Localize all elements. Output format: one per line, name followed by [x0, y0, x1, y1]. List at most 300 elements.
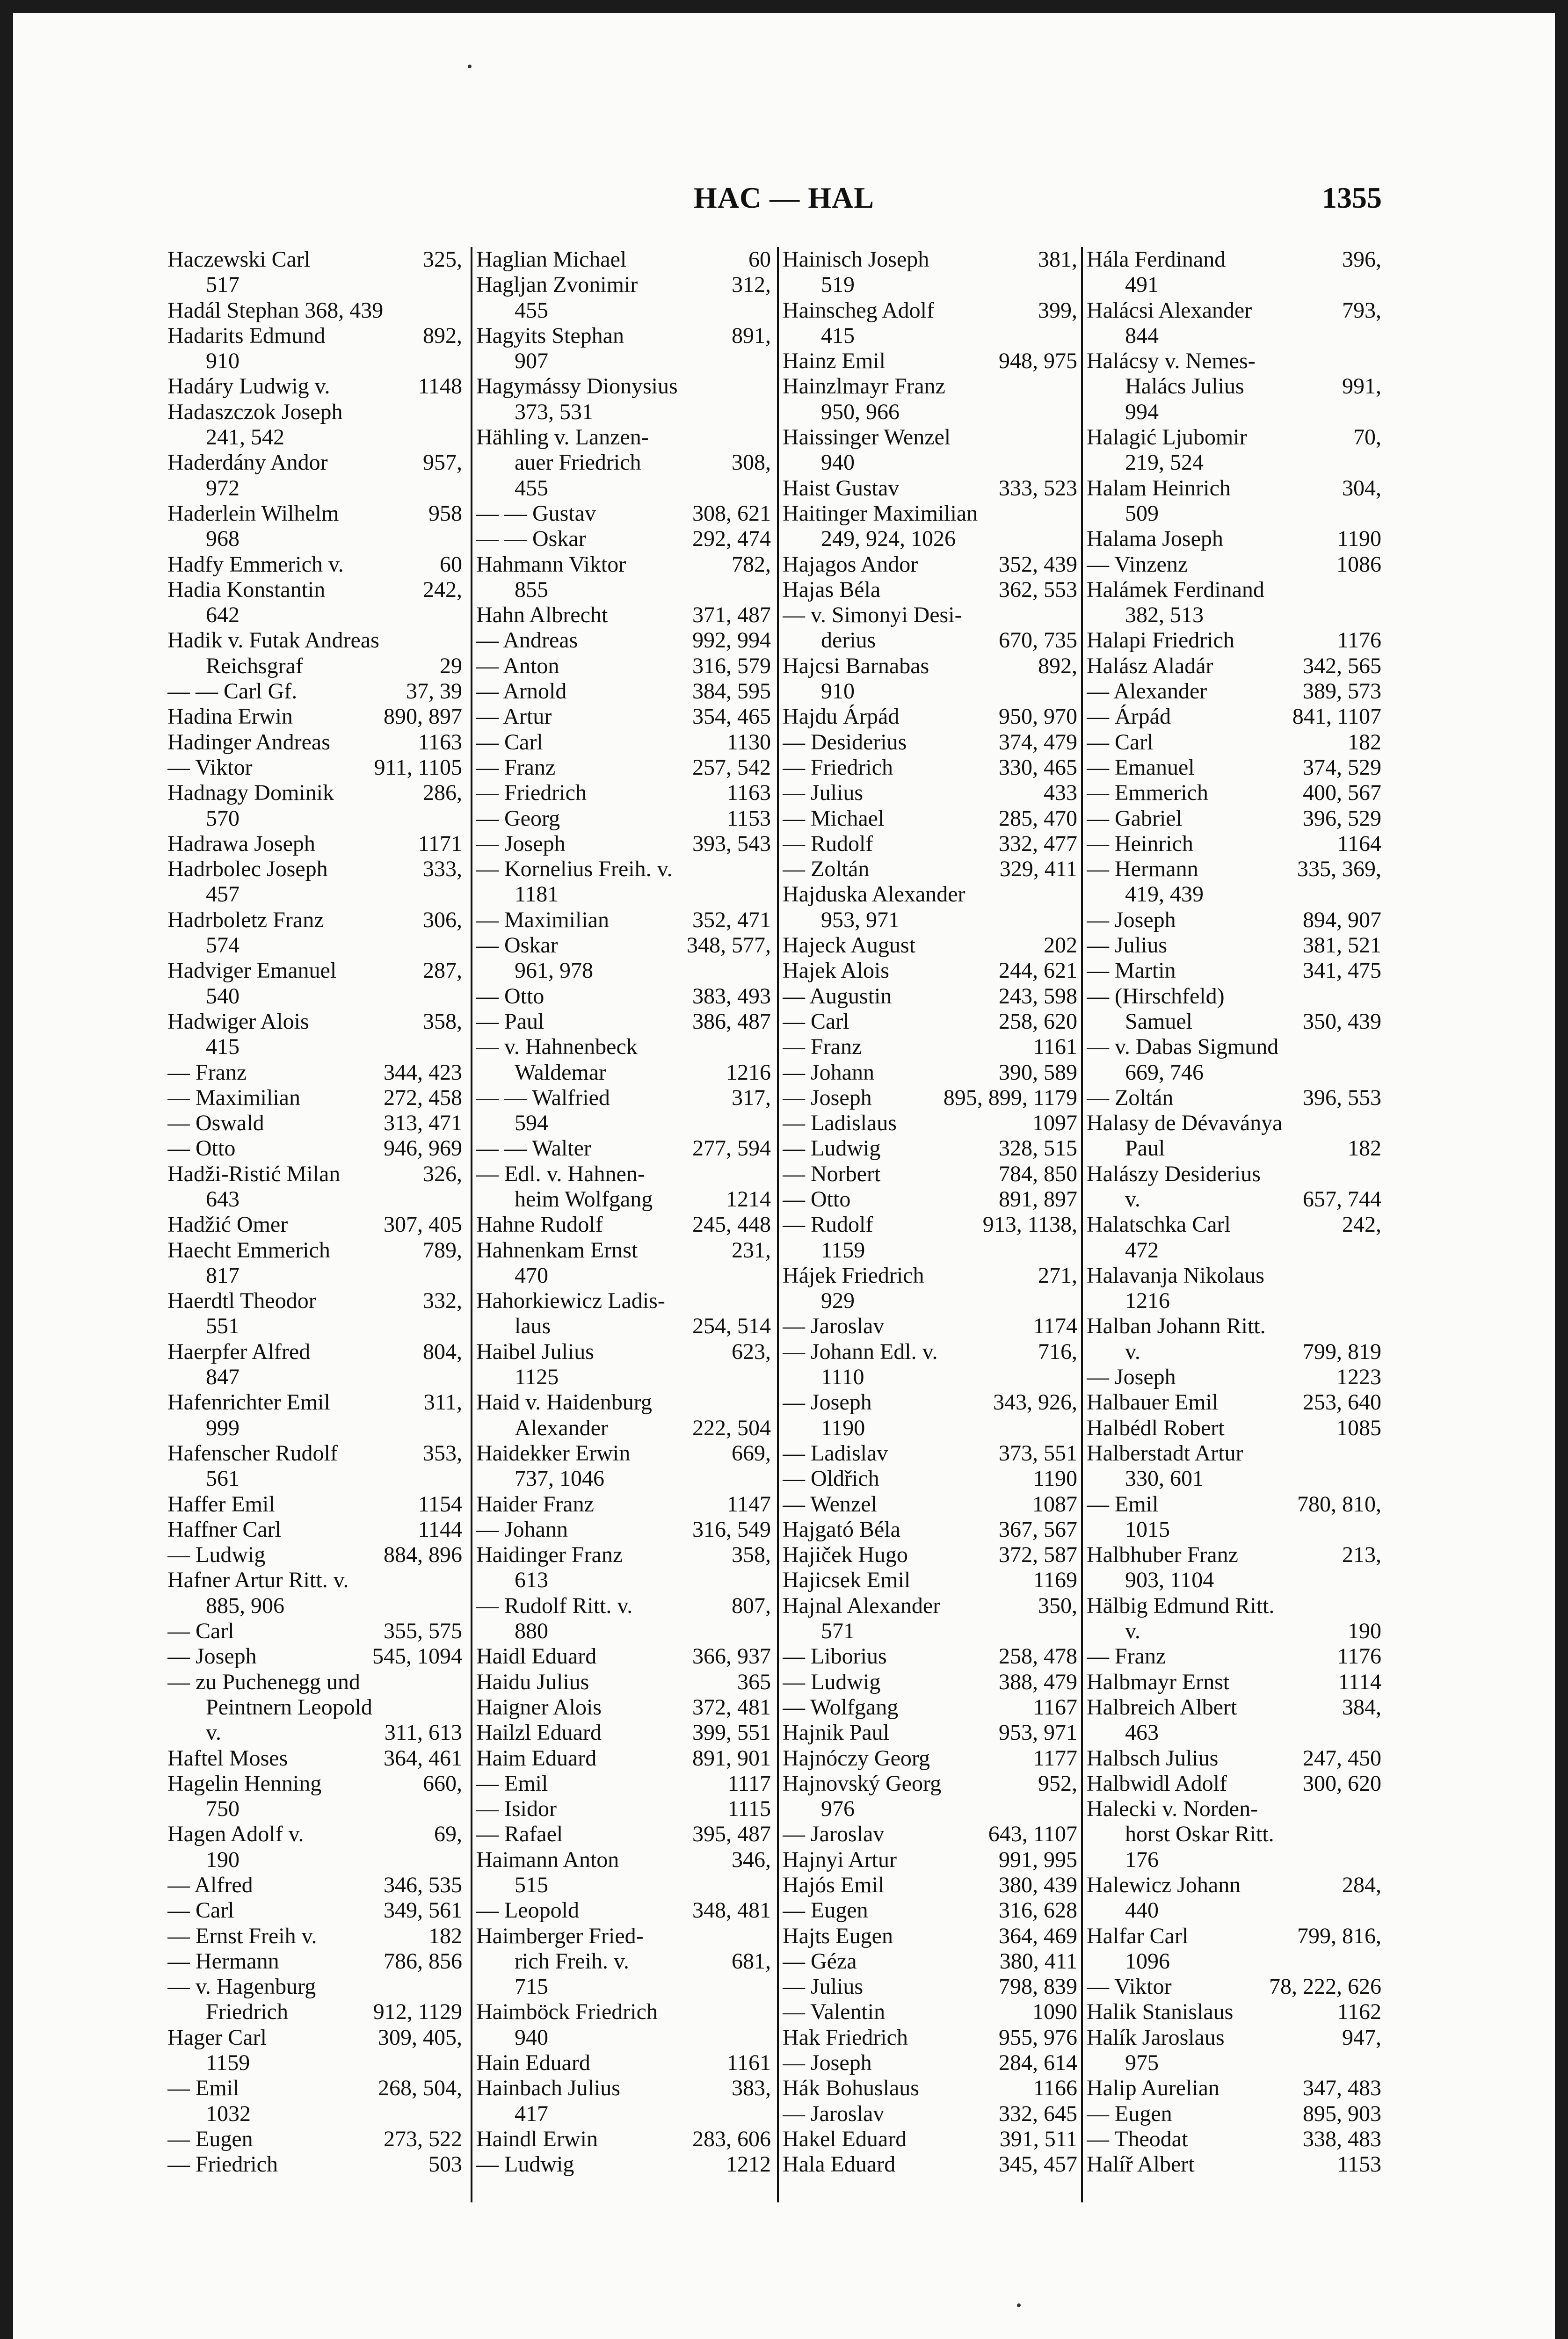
entry-pages: 1190	[1033, 1466, 1077, 1491]
index-entry	[1087, 1365, 1381, 1390]
entry-pages: 70,	[1353, 425, 1381, 450]
entry-pages: 958	[428, 501, 462, 526]
index-entry	[167, 1111, 462, 1136]
index-entry	[1087, 1314, 1381, 1365]
entry-name: Peintnern Leopold	[206, 1694, 372, 1720]
index-entry	[783, 1644, 1077, 1669]
entry-name: Hadrboletz Franz	[167, 907, 324, 932]
entry-continuation-line	[1087, 1720, 1381, 1745]
entry-pages: 391, 511	[999, 2126, 1077, 2151]
entry-pages: 913, 1138,	[982, 1212, 1077, 1237]
entry-pages: 213,	[1342, 1542, 1381, 1568]
entry-pages: 716,	[1038, 1339, 1077, 1364]
index-entry	[167, 400, 462, 450]
entry-line	[783, 1873, 1077, 1898]
entry-name: — Ludwig	[783, 1136, 881, 1161]
entry-pages: 349, 561	[384, 1898, 462, 1923]
entry-name: — Desiderius	[783, 729, 907, 755]
entry-line	[167, 1111, 462, 1136]
index-entry	[476, 2050, 771, 2076]
index-entry	[1087, 679, 1381, 704]
entry-name: Haidl Eduard	[476, 1644, 597, 1669]
index-entry	[167, 1288, 462, 1339]
entry-name: 440	[1125, 1898, 1159, 1923]
entry-pages: 325,	[423, 247, 462, 272]
entry-line	[783, 2152, 1077, 2177]
entry-continuation-line	[476, 450, 771, 475]
entry-continuation-line	[167, 1695, 462, 1720]
entry-name: — Norbert	[783, 1161, 881, 1186]
index-entry	[783, 654, 1077, 705]
entry-pages: 380, 439	[999, 1873, 1077, 1897]
index-entry	[167, 1746, 462, 1771]
entry-pages	[766, 349, 771, 374]
entry-line	[476, 2050, 771, 2076]
entry-name: — Franz	[1087, 1644, 1166, 1669]
index-entry	[167, 1873, 462, 1898]
entry-pages: 1164	[1337, 831, 1381, 856]
index-entry	[783, 1441, 1077, 1466]
entry-pages: 257, 542	[692, 755, 771, 780]
entry-name: 540	[206, 983, 240, 1009]
entry-name: Hainisch Joseph	[783, 247, 929, 272]
entry-pages: 300, 620	[1303, 1771, 1381, 1796]
entry-line	[476, 1034, 771, 1060]
entry-pages: 953, 971	[999, 1720, 1077, 1745]
entry-pages: 947,	[1342, 2025, 1381, 2050]
entry-pages: 388, 479	[999, 1669, 1077, 1694]
index-entry	[783, 2101, 1077, 2127]
entry-line	[783, 349, 1077, 374]
index-entry	[1087, 247, 1381, 298]
entry-name: 457	[206, 882, 240, 907]
entry-name: — Carl	[476, 729, 543, 755]
entry-pages: 1114	[1338, 1669, 1381, 1694]
index-entry	[783, 1924, 1077, 1949]
entry-pages: 895, 899, 1179	[943, 1085, 1077, 1110]
entry-pages: 311,	[423, 1390, 462, 1415]
index-entry	[167, 704, 462, 729]
index-entry	[476, 1771, 771, 1796]
entry-name: — Maximilian	[476, 907, 609, 932]
entry-line	[167, 1517, 462, 1542]
entry-name: — Franz	[167, 1060, 247, 1085]
entry-continuation-line	[1087, 374, 1381, 399]
entry-name: — Maximilian	[167, 1085, 300, 1110]
entry-name: Hajnik Paul	[783, 1720, 889, 1745]
page-header-title: HAC — HAL	[694, 181, 874, 214]
entry-line	[783, 1999, 1077, 2025]
entry-pages: 284,	[1342, 1873, 1381, 1897]
entry-pages: 69,	[434, 1822, 462, 1847]
entry-pages: 348, 481	[692, 1898, 771, 1923]
index-entry	[783, 1492, 1077, 1517]
entry-pages: 1090	[1032, 1999, 1077, 2025]
index-entry	[783, 2152, 1077, 2177]
entry-name: 953, 971	[821, 907, 900, 932]
entry-pages: 332, 477	[999, 831, 1077, 856]
entry-pages: 946, 969	[384, 1136, 462, 1161]
entry-continuation-line	[783, 1619, 1077, 1644]
index-entry	[476, 1339, 771, 1390]
entry-pages: 912, 1129	[373, 1999, 462, 2025]
entry-name: Hainzlmayr Franz	[783, 374, 945, 399]
entry-name: Hajts Eugen	[783, 1923, 893, 1948]
entry-name: — Leopold	[476, 1898, 579, 1923]
entry-line	[476, 628, 771, 653]
index-entry	[476, 1593, 771, 1644]
entry-pages: 1147	[726, 1491, 771, 1517]
index-entry	[167, 1619, 462, 1644]
entry-pages: 789,	[423, 1237, 462, 1263]
index-entry	[1087, 1771, 1381, 1796]
index-entry	[167, 755, 462, 780]
entry-pages: 316, 549	[692, 1517, 771, 1542]
entry-name: Haerdtl Theodor	[167, 1288, 316, 1314]
index-entry	[783, 1162, 1077, 1187]
entry-name: 643	[206, 1186, 240, 1212]
index-entry	[1087, 1111, 1381, 1162]
entry-name: Haitinger Maximilian	[783, 501, 978, 526]
entry-continuation-line	[783, 1238, 1077, 1263]
entry-line	[476, 603, 771, 628]
entry-line	[476, 1339, 771, 1365]
index-entry	[783, 1517, 1077, 1542]
entry-line	[476, 1542, 771, 1568]
entry-name: — Julius	[783, 1974, 864, 1999]
entry-line	[167, 1492, 462, 1517]
entry-pages: 1214	[726, 1186, 771, 1212]
entry-name: — (Hirschfeld)	[1087, 983, 1225, 1009]
entry-continuation-line	[1087, 1339, 1381, 1365]
entry-line	[783, 882, 1077, 907]
entry-pages: 354, 465	[692, 704, 771, 729]
index-entry	[167, 1517, 462, 1542]
entry-name: — Heinrich	[1087, 831, 1193, 856]
entry-pages: 503	[428, 2152, 462, 2177]
entry-line	[1087, 1746, 1381, 1771]
entry-name: Halbsch Julius	[1087, 1745, 1219, 1771]
entry-line	[1087, 298, 1381, 323]
index-entry	[167, 1771, 462, 1822]
entry-name: Hadaszczok Joseph	[167, 399, 343, 424]
entry-line	[1087, 704, 1381, 729]
entry-name: — Alexander	[1087, 679, 1207, 704]
entry-line	[476, 908, 771, 933]
entry-continuation-line	[167, 806, 462, 831]
entry-line	[1087, 1085, 1381, 1111]
entry-name: 940	[515, 2025, 548, 2050]
entry-name: — Otto	[783, 1186, 851, 1212]
entry-line	[167, 1339, 462, 1365]
entry-name: Hadia Konstantin	[167, 577, 326, 602]
entry-pages: 390, 589	[999, 1060, 1077, 1085]
entry-pages: 283, 606	[692, 2126, 771, 2151]
entry-line	[476, 1136, 771, 1161]
entry-name: — Ludwig	[167, 1542, 266, 1568]
entry-name: — Valentin	[783, 1999, 886, 2025]
index-entry	[783, 1695, 1077, 1720]
column-3	[783, 247, 1077, 2178]
entry-pages: 890, 897	[384, 704, 462, 729]
entry-line	[1087, 1365, 1381, 1390]
column-1	[167, 247, 462, 2178]
entry-continuation-line	[167, 882, 462, 907]
entry-line	[1087, 628, 1381, 653]
entry-line	[476, 1924, 771, 1949]
entry-pages	[457, 933, 462, 958]
entry-name: Hahne Rudolf	[476, 1212, 603, 1237]
entry-name: — Johann	[783, 1060, 874, 1085]
entry-name: Halasy de Dévaványa	[1087, 1111, 1283, 1136]
entry-pages: 335, 369,	[1297, 857, 1381, 882]
entry-continuation-line	[783, 1416, 1077, 1441]
entry-name: Hagymássy Dionysius	[476, 374, 678, 399]
index-entry	[1087, 552, 1381, 577]
index-entry	[167, 1644, 462, 1669]
entry-line	[1087, 958, 1381, 983]
entry-pages: 681,	[732, 1948, 771, 1974]
entry-continuation-line	[167, 1999, 462, 2025]
entry-continuation-line	[1087, 400, 1381, 425]
entry-continuation-line	[167, 1847, 462, 1873]
entry-pages: 316, 628	[999, 1898, 1077, 1923]
entry-line	[167, 2152, 462, 2177]
entry-pages: 1166	[1033, 2076, 1077, 2101]
index-entry	[167, 1339, 462, 1390]
entry-continuation-line	[783, 1288, 1077, 1314]
entry-line	[1087, 730, 1381, 755]
entry-name: v.	[1125, 1619, 1140, 1644]
index-entry	[783, 1212, 1077, 1263]
entry-line	[476, 1796, 771, 1822]
entry-continuation-line	[1087, 1009, 1381, 1034]
entry-pages: 358,	[732, 1542, 771, 1568]
entry-name: 219, 524	[1125, 450, 1204, 475]
index-entry	[476, 247, 771, 272]
index-entry	[1087, 2076, 1381, 2101]
entry-name: — Oldřich	[783, 1466, 879, 1491]
entry-pages	[766, 476, 771, 501]
entry-name: Hafenscher Rudolf	[167, 1440, 338, 1466]
entry-pages: 782,	[732, 552, 771, 577]
index-entry	[167, 2025, 462, 2076]
entry-pages	[457, 603, 462, 628]
index-entry	[167, 1009, 462, 1060]
entry-pages: 367, 567	[999, 1517, 1077, 1542]
index-entry	[1087, 2152, 1381, 2177]
entry-pages: 353,	[423, 1440, 462, 1466]
index-entry	[476, 1924, 771, 2000]
entry-line	[167, 1898, 462, 1923]
entry-pages: 793,	[1342, 298, 1381, 323]
index-entry	[1087, 1924, 1381, 1975]
entry-pages	[457, 1796, 462, 1822]
entry-name: 249, 924, 1026	[821, 526, 956, 552]
entry-name: Haid v. Haidenburg	[476, 1390, 652, 1415]
entry-pages: 333,	[423, 857, 462, 882]
entry-name: 976	[821, 1796, 855, 1822]
entry-line	[476, 501, 771, 526]
entry-pages: 328, 515	[999, 1136, 1077, 1161]
entry-continuation-line	[476, 476, 771, 501]
entry-pages	[1377, 1238, 1381, 1263]
entry-name: Haffer Emil	[167, 1491, 275, 1517]
index-entry	[1087, 755, 1381, 780]
entry-pages: 1130	[726, 729, 771, 755]
index-entry	[783, 1085, 1077, 1111]
entry-continuation-line	[167, 2050, 462, 2076]
entry-name: 975	[1125, 2050, 1159, 2076]
index-entry	[783, 501, 1077, 552]
index-entry	[1087, 1746, 1381, 1771]
entry-name: — Jaroslav	[783, 2101, 885, 2126]
entry-name: 455	[515, 475, 548, 501]
index-entry	[476, 1136, 771, 1161]
entry-pages: 396, 529	[1303, 806, 1381, 831]
entry-pages: 365	[737, 1669, 771, 1694]
entry-name: — Wolfgang	[783, 1694, 899, 1720]
entry-name: Haibel Julius	[476, 1339, 594, 1364]
entry-pages: 332, 645	[999, 2101, 1077, 2126]
entry-pages: 1167	[1033, 1694, 1077, 1720]
column-2	[476, 247, 771, 2178]
entry-name: Hadwiger Alois	[167, 1009, 309, 1034]
index-entry	[167, 1212, 462, 1237]
entry-name: Hadina Erwin	[167, 704, 293, 729]
entry-pages: 254, 514	[692, 1314, 771, 1339]
entry-line	[476, 2076, 771, 2101]
entry-name: Halagić Ljubomir	[1087, 425, 1247, 450]
entry-pages: 222, 504	[692, 1415, 771, 1440]
index-entry	[1087, 476, 1381, 527]
index-entry	[1087, 1542, 1381, 1593]
entry-pages: 284, 614	[999, 2050, 1077, 2076]
index-entry	[476, 857, 771, 908]
index-entry	[476, 831, 771, 857]
entry-name: Haimböck Friedrich	[476, 1999, 658, 2025]
entry-line	[783, 1847, 1077, 1873]
entry-name: 961, 978	[515, 958, 593, 983]
entry-line	[476, 730, 771, 755]
entry-pages	[457, 476, 462, 501]
entry-name: — Georg	[476, 806, 560, 831]
entry-continuation-line	[1087, 1060, 1381, 1085]
index-entry	[167, 908, 462, 959]
entry-name: — Hermann	[1087, 857, 1198, 882]
entry-line	[476, 780, 771, 806]
entry-pages	[457, 1416, 462, 1441]
index-entry	[476, 1746, 771, 1771]
entry-line	[167, 552, 462, 577]
entry-name: 669, 746	[1125, 1060, 1204, 1085]
index-entry	[783, 730, 1077, 755]
index-entry	[476, 1695, 771, 1720]
entry-name: — Michael	[783, 806, 885, 831]
entry-continuation-line	[1087, 1619, 1381, 1644]
entry-pages: 386, 487	[692, 1009, 771, 1034]
entry-pages: 955, 976	[999, 2025, 1077, 2050]
entry-line	[783, 603, 1077, 628]
entry-name: Haindl Erwin	[476, 2126, 598, 2151]
entry-line	[783, 374, 1077, 399]
entry-pages: 1176	[1337, 1644, 1381, 1669]
entry-continuation-line	[167, 272, 462, 298]
entry-pages: 371, 487	[692, 603, 771, 628]
entry-name: 910	[821, 679, 855, 704]
entry-line	[167, 1060, 462, 1085]
entry-line	[167, 1542, 462, 1568]
index-entry	[476, 2076, 771, 2127]
entry-pages	[457, 2101, 462, 2127]
entry-name: Haimann Anton	[476, 1847, 619, 1872]
index-entry	[167, 730, 462, 755]
entry-continuation-line	[476, 1568, 771, 1593]
entry-continuation-line	[476, 400, 771, 425]
entry-name: Haigner Alois	[476, 1694, 602, 1720]
entry-pages: 1097	[1032, 1111, 1077, 1136]
entry-pages: 381,	[1038, 247, 1077, 272]
entry-name: Halbhuber Franz	[1087, 1542, 1238, 1568]
entry-name: Hafner Artur Ritt. v.	[167, 1568, 349, 1593]
entry-name: Hagelin Henning	[167, 1771, 322, 1796]
entry-name: v.	[1125, 1186, 1140, 1212]
entry-name: — Friedrich	[167, 2152, 278, 2177]
entry-continuation-line	[167, 526, 462, 552]
entry-line	[167, 247, 462, 272]
entry-name: 491	[1125, 272, 1159, 298]
index-entry	[167, 857, 462, 908]
entry-name: horst Oskar Ritt.	[1125, 1822, 1274, 1847]
entry-name: Halecki v. Norden-	[1087, 1796, 1258, 1822]
entry-line	[167, 1644, 462, 1669]
index-entry	[1087, 984, 1381, 1035]
entry-name: Hain Eduard	[476, 2050, 590, 2076]
entry-name: Halfar Carl	[1087, 1923, 1189, 1948]
entry-name: — Joseph	[783, 2050, 872, 2076]
entry-pages: 396,	[1342, 247, 1381, 272]
entry-name: — — Carl Gf.	[167, 679, 298, 704]
index-entry	[783, 1542, 1077, 1568]
entry-line	[783, 1390, 1077, 1415]
entry-pages	[1073, 1619, 1077, 1644]
entry-continuation-line	[167, 1416, 462, 1441]
entry-name: Hainscheg Adolf	[783, 298, 934, 323]
entry-name: — Emil	[1087, 1491, 1159, 1517]
entry-line	[476, 2152, 771, 2177]
index-entry	[476, 1288, 771, 1339]
entry-pages: 992, 994	[692, 628, 771, 653]
entry-name: 382, 513	[1125, 603, 1204, 628]
entry-line	[1087, 831, 1381, 857]
entry-name: heim Wolfgang	[515, 1186, 653, 1212]
entry-name: 561	[206, 1466, 240, 1491]
entry-line	[783, 1466, 1077, 1491]
entry-name: — v. Hahnenbeck	[476, 1034, 638, 1060]
index-entry	[1087, 1644, 1381, 1669]
entry-pages	[457, 882, 462, 907]
entry-pages: 313, 471	[384, 1111, 462, 1136]
print-speck	[1017, 2303, 1021, 2307]
entry-pages	[457, 1034, 462, 1060]
entry-line	[476, 1999, 771, 2025]
entry-pages	[1377, 1720, 1381, 1745]
index-entry	[1087, 2127, 1381, 2152]
entry-line	[783, 577, 1077, 603]
entry-line	[783, 1542, 1077, 1568]
entry-continuation-line	[1087, 1466, 1381, 1491]
entry-name: Hagljan Zvonimir	[476, 272, 638, 298]
